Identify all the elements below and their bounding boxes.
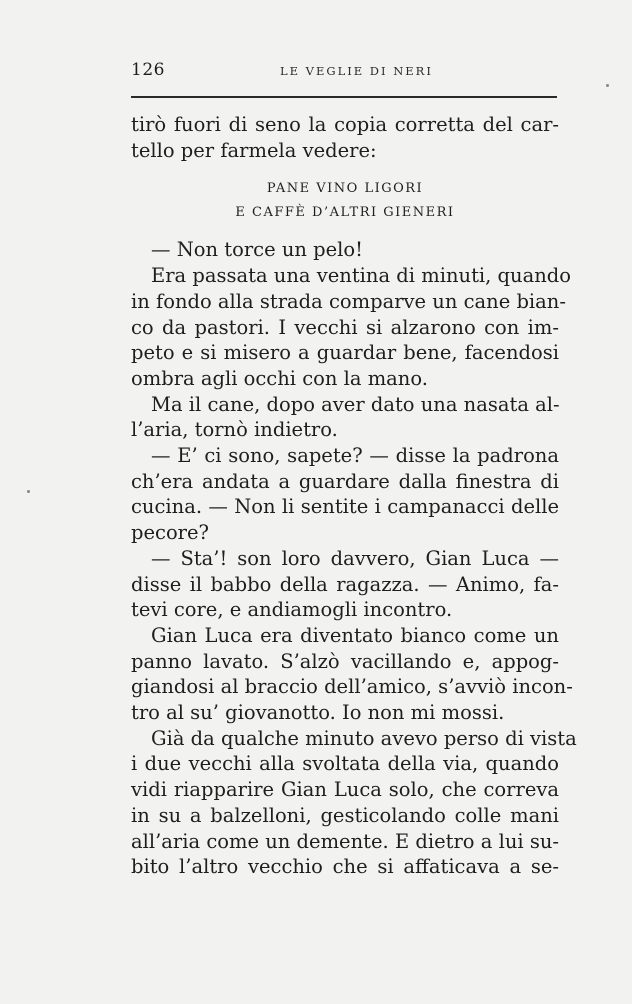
text-line: giandosi al braccio dell’amico, s’avviò incon-	[131, 675, 573, 699]
page-number: 126	[131, 60, 165, 80]
text-line: l’aria, tornò indietro.	[131, 418, 338, 442]
text-line: co da pastori. I vecchi si alzarono con im-	[131, 315, 559, 339]
sign-line: PANE VINO LIGORI	[266, 181, 424, 197]
body-text	[131, 112, 577, 880]
text-line: — Sta’! son loro davvero, Gian Luca —	[151, 546, 559, 570]
sign-text	[131, 163, 559, 237]
header-rule	[131, 96, 557, 98]
text-line: in su a balzelloni, gesticolando colle mani	[131, 803, 559, 827]
text-line: i due vecchi alla svoltata della via, quando	[131, 752, 559, 776]
paper-speck	[606, 84, 609, 87]
text-line: in fondo alla strada comparve un cane bian-	[131, 289, 566, 313]
text-line: tevi core, e andiamogli incontro.	[131, 598, 453, 622]
text-line: Ma il cane, dopo aver dato una nasata al-	[151, 392, 560, 416]
text-line: — E’ ci sono, sapete? — disse la padrona	[151, 444, 559, 468]
text-line: peto e si misero a guardar bene, facendosi	[131, 341, 559, 365]
text-line: tello per farmela vedere:	[131, 138, 377, 162]
text-line: pecore?	[131, 521, 209, 545]
text-line: tro al su’ giovanotto. Io non mi mossi.	[131, 701, 505, 725]
paper-speck	[27, 490, 30, 493]
text-line: tirò fuori di seno la copia corretta del car-	[131, 113, 559, 136]
text-line: cucina. — Non li sentite i campanacci delle	[131, 495, 559, 519]
text-line: Gian Luca era diventato bianco come un	[151, 623, 559, 647]
text-line: Era passata una ventina di minuti, quando	[151, 264, 571, 288]
text-line: Già da qualche minuto avevo perso di vista	[151, 726, 577, 750]
text-line: vidi riapparire Gian Luca solo, che correva	[131, 778, 559, 802]
running-head: LE VEGLIE DI NERI	[280, 64, 433, 78]
text-line: disse il babbo della ragazza. — Animo, fa-	[131, 572, 559, 596]
text-line: — Non torce un pelo!	[151, 238, 363, 262]
text-line: ombra agli occhi con la mano.	[131, 366, 428, 390]
text-line: all’aria come un demente. E dietro a lui su-	[131, 829, 559, 853]
text-line: ch’era andata a guardare dalla finestra di	[131, 469, 559, 493]
text-line: panno lavato. S’alzò vacillando e, appog-	[131, 649, 559, 673]
sign-line: E CAFFÈ D’ALTRI GIENERI	[235, 205, 455, 221]
text-line: bito l’altro vecchio che si affaticava a se-	[131, 855, 559, 879]
